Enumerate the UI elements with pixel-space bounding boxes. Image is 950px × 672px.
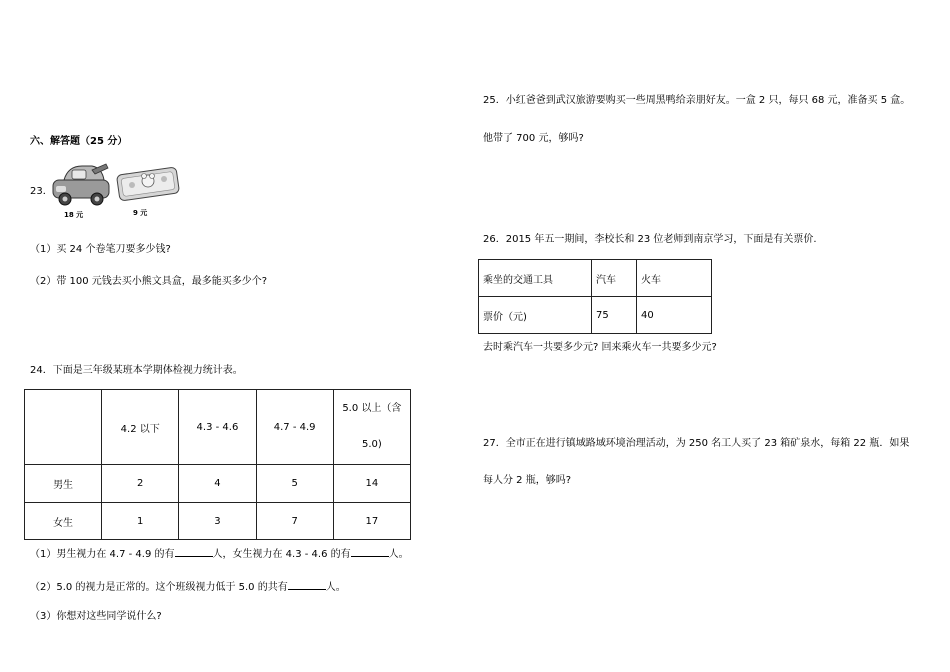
question-23-number: 23． — [30, 186, 53, 197]
question-27-line-2: 每人分 2 瓶，够吗? — [483, 475, 572, 486]
table-cell: 汽车 — [592, 260, 637, 297]
pencil-sharpener-image — [48, 160, 114, 208]
question-24-part-1 — [30, 546, 409, 562]
table-cell: 5 — [256, 465, 333, 503]
table-row — [479, 260, 712, 297]
box-price-label: 9 元 — [133, 209, 148, 217]
part-1-text-a: （1）男生视力在 4.7 - 4.9 的有 — [30, 549, 175, 560]
table-row — [25, 503, 411, 540]
table-cell: 1 — [102, 503, 179, 540]
table-header — [333, 390, 410, 465]
question-23-part-2: （2）带 100 元钱去买小熊文具盒，最多能买多少个? — [30, 276, 268, 287]
question-24-part-3: （3）你想对这些同学说什么? — [30, 611, 162, 622]
table-header: 4.3 - 4.6 — [179, 390, 256, 465]
table-row-label: 女生 — [25, 503, 102, 540]
question-25-line-2: 他带了 700 元，够吗? — [483, 133, 584, 144]
question-25-line-1: 25．小红爸爸到武汉旅游要购买一些周黑鸭给亲朋好友。一盒 2 只，每只 68 元，准备买 5 盒。 — [483, 95, 911, 106]
table-cell: 3 — [179, 503, 256, 540]
table-row — [479, 297, 712, 334]
part-1-text-b: 人，女生视力在 4.3 - 4.6 的有 — [212, 549, 351, 560]
part-2-text-b: 人。 — [325, 582, 346, 593]
question-24-part-2 — [30, 579, 346, 595]
answer-blank[interactable] — [288, 579, 326, 590]
table-cell: 40 — [637, 297, 712, 334]
question-26-intro: 26．2015 年五一期间，李校长和 23 位老师到南京学习，下面是有关票价. — [483, 234, 817, 245]
table-cell: 乘坐的交通工具 — [479, 260, 592, 297]
table-row — [25, 465, 411, 503]
part-1-text-c: 人。 — [388, 549, 409, 560]
part-2-text-a: （2）5.0 的视力是正常的。这个班级视力低于 5.0 的共有 — [30, 582, 288, 593]
question-23-part-1: （1）买 24 个卷笔刀要多少钱? — [30, 244, 171, 255]
table-cell: 票价（元) — [479, 297, 592, 334]
table-header-line: 5.0 以上（含 — [342, 403, 402, 414]
table-cell: 火车 — [637, 260, 712, 297]
table-header: 4.7 - 4.9 — [256, 390, 333, 465]
question-26-question: 去时乘汽车一共要多少元? 回来乘火车一共要多少元? — [483, 342, 717, 353]
table-cell: 2 — [102, 465, 179, 503]
table-header: 4.2 以下 — [102, 390, 179, 465]
section-title: 六、解答题（25 分） — [30, 136, 128, 147]
table-cell: 75 — [592, 297, 637, 334]
table-row-label: 男生 — [25, 465, 102, 503]
table-cell: 4 — [179, 465, 256, 503]
table-cell: 14 — [333, 465, 410, 503]
ticket-price-table — [478, 259, 712, 334]
vision-statistics-table — [24, 389, 411, 540]
table-corner-cell — [25, 390, 102, 465]
question-27-line-1: 27．全市正在进行镇域路域环境治理活动，为 250 名工人买了 23 箱矿泉水，每箱 22 瓶．如果 — [483, 438, 910, 449]
sharpener-price-label: 18 元 — [64, 211, 84, 219]
answer-blank[interactable] — [351, 546, 389, 557]
table-cell: 17 — [333, 503, 410, 540]
table-header-line: 5.0) — [361, 439, 382, 450]
table-cell: 7 — [256, 503, 333, 540]
answer-blank[interactable] — [175, 546, 213, 557]
question-24-intro: 24．下面是三年级某班本学期体检视力统计表。 — [30, 365, 243, 376]
bear-pencil-box-image — [114, 163, 182, 203]
